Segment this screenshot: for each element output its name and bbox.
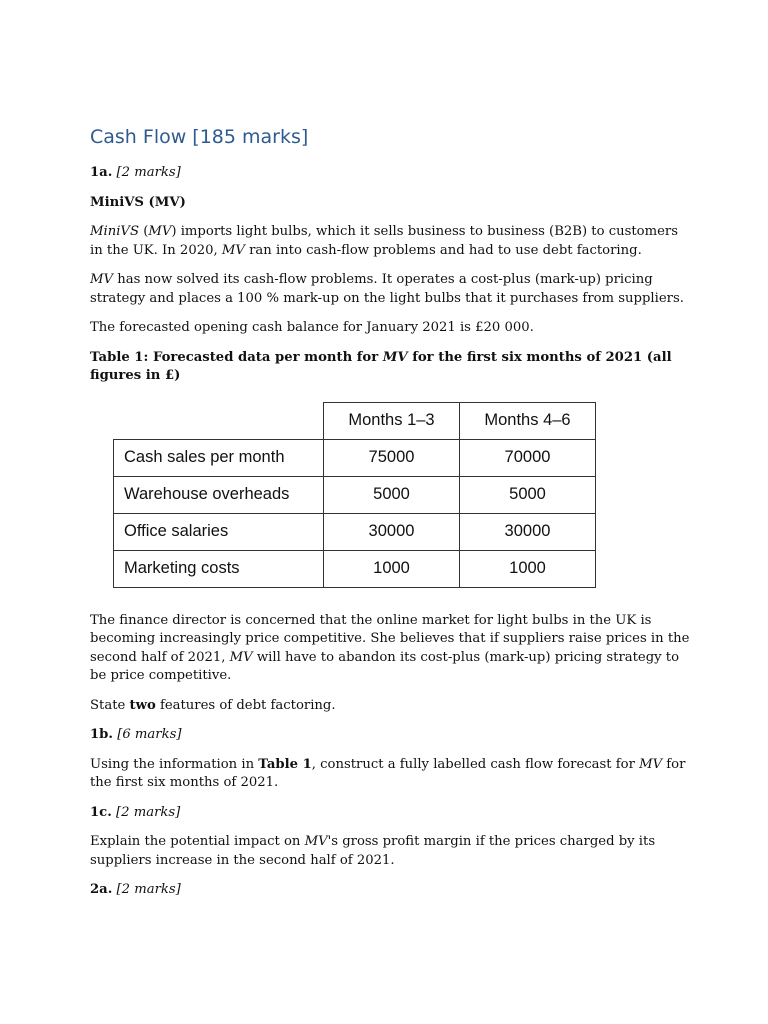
column-header: Months 4–6: [460, 402, 596, 439]
table-cell: 1000: [324, 550, 460, 587]
question-1a-prompt: State two features of debt factoring.: [90, 697, 336, 713]
italic-run: MV: [639, 756, 663, 772]
paragraph-opening-balance: The forecasted opening cash balance for January 2021 is £20 000.: [90, 320, 534, 335]
question-number: 1c.: [90, 804, 112, 820]
table-cell: 5000: [324, 476, 460, 513]
question-1c-prompt: [90, 833, 690, 870]
document-content: [90, 124, 690, 911]
question-marks: [2 marks]: [116, 882, 181, 897]
question-number: 1b.: [90, 727, 113, 742]
table-header-row: [114, 402, 596, 439]
table-cell: 75000: [324, 439, 460, 476]
column-header: Months 1–3: [324, 402, 460, 439]
italic-run: MV: [304, 834, 328, 849]
italic-run: MV: [229, 649, 253, 665]
paragraph-finance-director: [90, 612, 690, 686]
forecast-table: [113, 402, 596, 588]
italic-run: MV: [148, 224, 172, 239]
case-heading: MiniVS (MV): [90, 194, 186, 210]
question-marks: [2 marks]: [116, 165, 181, 180]
text-run: The finance director is concerned that the online market for light bulbs in the UK is becoming increasingly price competitive. She believes that if suppliers raise prices in the second half of 2021,: [90, 612, 690, 665]
text-run: 's gross profit margin if the prices charged by its suppliers increase in the second half of 2021.: [90, 834, 656, 868]
table-cell: 1000: [460, 550, 596, 587]
text-run: ran into cash-flow problems and had to use debt factoring.: [244, 242, 642, 258]
text-run: (: [139, 224, 149, 239]
text-run: has now solved its cash-flow problems. It operates a cost-plus (mark-up) pricing strategy and places a 100 % mark-up on the light bulbs that it purchases from suppliers.: [90, 272, 684, 306]
bold-run: Table 1: [258, 756, 312, 772]
row-label: Warehouse overheads: [114, 476, 324, 513]
text-run: Table 1: Forecasted data per month for: [90, 349, 383, 365]
italic-run: MV: [90, 272, 114, 287]
text-run: Explain the potential impact on: [90, 834, 305, 849]
italic-run: MV: [382, 349, 408, 365]
question-number: 2a.: [90, 882, 113, 897]
table-row: [114, 439, 596, 476]
italic-run: MV: [221, 242, 245, 258]
question-number: 1a.: [90, 165, 113, 180]
paragraph-intro: [90, 223, 690, 260]
table-corner: [114, 402, 324, 439]
text-run: ) imports light bulbs, which it sells business to business (B2B) to customers in the UK. In 2020,: [90, 224, 679, 258]
row-label: Office salaries: [114, 513, 324, 550]
table-caption: [90, 349, 690, 386]
table-row: [114, 476, 596, 513]
question-2a-header: [90, 881, 690, 900]
question-1c-header: [90, 804, 690, 823]
emphasis: two: [129, 697, 156, 713]
text-run: Using the information in: [90, 756, 259, 772]
table-cell: 30000: [324, 513, 460, 550]
table-row: [114, 550, 596, 587]
question-1b-header: [90, 726, 690, 745]
italic-run: MiniVS: [90, 224, 139, 239]
table-row: [114, 513, 596, 550]
question-1a-header: [90, 164, 690, 183]
question-marks: [2 marks]: [116, 804, 181, 820]
text-run: will have to abandon its cost-plus (mark-up) pricing strategy to be price competitive.: [90, 649, 680, 683]
text-run: for the first six months of 2021.: [90, 756, 686, 790]
section-title: Cash Flow [185 marks]: [90, 126, 309, 148]
row-label: Cash sales per month: [114, 439, 324, 476]
table-cell: 70000: [460, 439, 596, 476]
paragraph-pricing: [90, 271, 690, 308]
table-cell: 30000: [460, 513, 596, 550]
question-marks: [6 marks]: [117, 727, 182, 742]
text-run: , construct a fully labelled cash flow forecast for: [311, 756, 640, 772]
text-run: for the first six months of 2021 (all figures in £): [90, 349, 672, 383]
table-cell: 5000: [460, 476, 596, 513]
question-1b-prompt: [90, 756, 690, 793]
row-label: Marketing costs: [114, 550, 324, 587]
